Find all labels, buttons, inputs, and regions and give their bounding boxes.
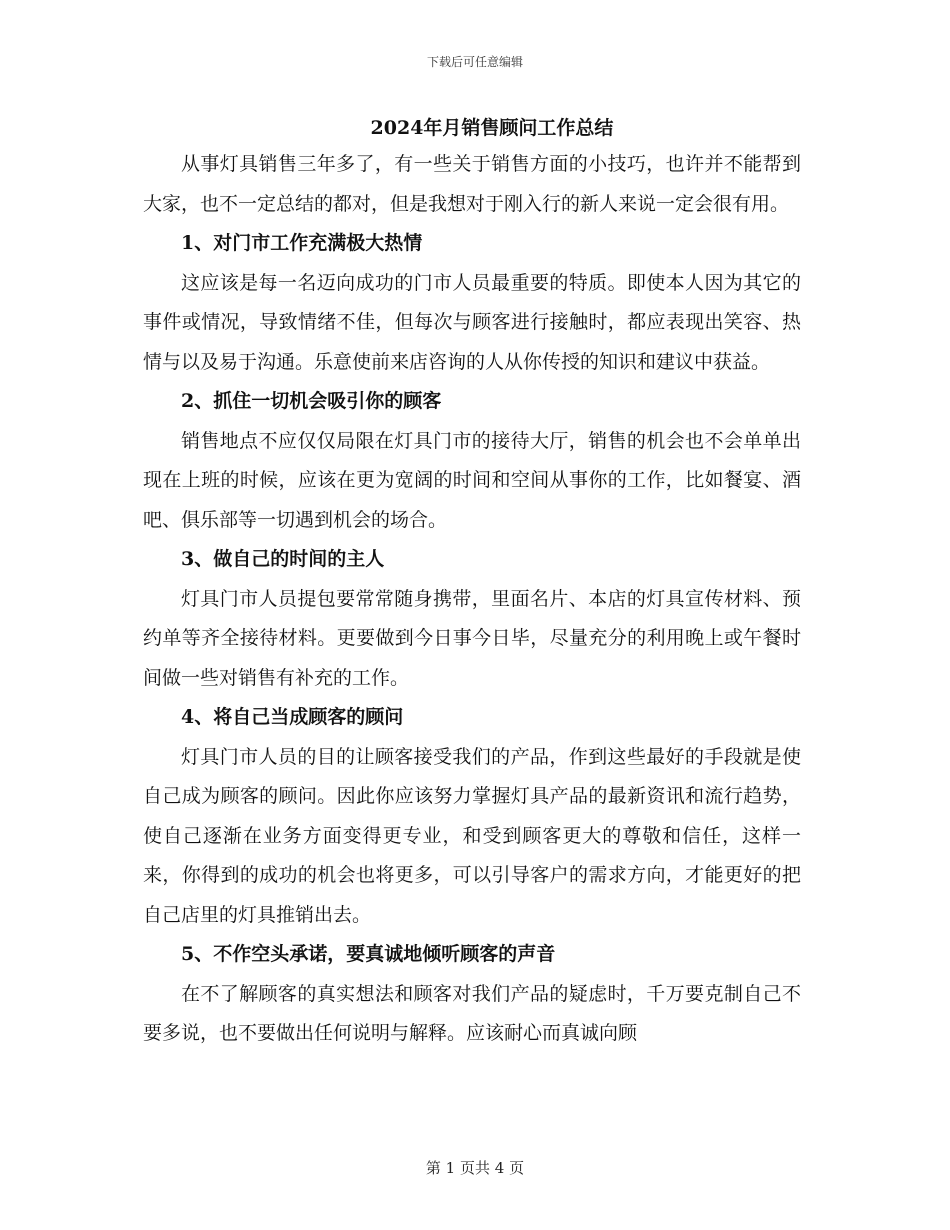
section-heading: 4、将自己当成顾客的顾问	[181, 706, 404, 728]
section-paragraph: 销售地点不应仅仅局限在灯具门市的接待大厅，销售的机会也不会单单出现在上班的时候，应该在更为宽阔的时间和空间从事你的工作，比如餐宴、酒吧、俱乐部等一切遇到机会的场合。	[143, 429, 801, 531]
page-footer: 第 1 页共 4 页	[425, 1159, 525, 1177]
page-header: 下载后可任意编辑	[426, 55, 523, 69]
intro-paragraph: 从事灯具销售三年多了，有一些关于销售方面的小技巧，也许并不能帮到大家，也不一定总结的都对，但是我想对于刚入行的新人来说一定会很有用。	[143, 153, 801, 215]
section-heading: 5、不作空头承诺，要真诚地倾听顾客的声音	[181, 943, 556, 965]
section-paragraph: 灯具门市人员提包要常常随身携带，里面名片、本店的灯具宣传材料、预约单等齐全接待材料。更要做到今日事今日毕，尽量充分的利用晚上或午餐时间做一些对销售有补充的工作。	[143, 587, 801, 689]
section-paragraph: 在不了解顾客的真实想法和顾客对我们产品的疑虑时，千万要克制自己不要多说，也不要做出任何说明与解释。应该耐心而真诚向顾	[143, 982, 801, 1044]
section-1	[143, 224, 801, 382]
section-3	[143, 540, 801, 698]
document-title: 2024年月销售顾问工作总结	[370, 117, 614, 139]
section-4	[143, 698, 801, 935]
section-paragraph: 灯具门市人员的目的让顾客接受我们的产品，作到这些最好的手段就是使自己成为顾客的顾问。因此你应该努力掌握灯具产品的最新资讯和流行趋势，使自己逐渐在业务方面变得更专业，和受到顾客更大的尊敬和信任，这样一来，你得到的成功的机会也将更多，可以引导客户的需求方向，才能更好的把自己店里的灯具推销出去。	[143, 745, 801, 926]
section-2	[143, 382, 801, 540]
section-heading: 2、抓住一切机会吸引你的顾客	[181, 390, 442, 412]
section-heading: 3、做自己的时间的主人	[181, 548, 385, 570]
document-body	[143, 112, 801, 1054]
section-5	[143, 935, 801, 1054]
section-heading: 1、对门市工作充满极大热情	[181, 232, 423, 254]
section-paragraph: 这应该是每一名迈向成功的门市人员最重要的特质。即使本人因为其它的事件或情况，导致情绪不佳，但每次与顾客进行接触时，都应表现出笑容、热情与以及易于沟通。乐意使前来店咨询的人从你传授的知识和建议中获益。	[143, 271, 801, 373]
